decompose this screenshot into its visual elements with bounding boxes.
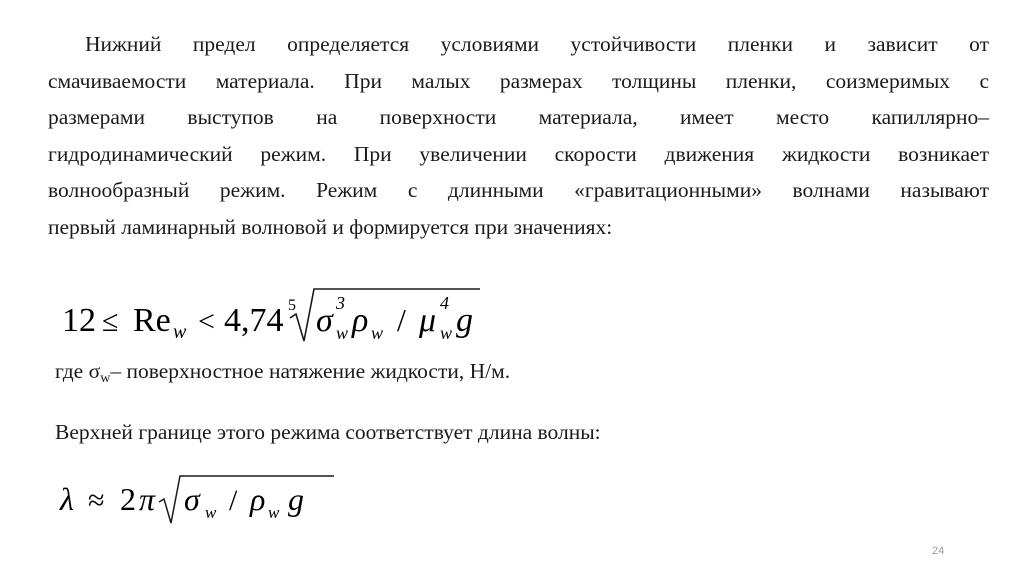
rho-symbol: ρ <box>352 302 369 339</box>
sigma-definition <box>55 359 510 387</box>
coefficient: 4,74 <box>224 302 284 339</box>
reynolds-formula-svg <box>62 283 502 347</box>
two-digit: 2 <box>120 481 136 517</box>
less-than-sign: < <box>198 305 215 338</box>
mu-subscript: w <box>440 323 453 343</box>
pi-symbol: π <box>139 481 156 517</box>
reynolds-subscript: w <box>173 321 187 343</box>
sigma-subscript: w <box>336 323 349 343</box>
root-index: 5 <box>288 297 296 314</box>
body-paragraph <box>48 26 989 246</box>
reynolds-formula <box>62 283 502 347</box>
wavelength-formula <box>56 468 356 528</box>
g-symbol: g <box>288 481 304 517</box>
rho-subscript: w <box>371 323 384 343</box>
g-symbol: g <box>456 302 473 339</box>
sigma-definition-subscript: w <box>100 371 111 386</box>
leq-sign: ≤ <box>102 305 119 338</box>
mu-symbol: μ <box>419 302 437 339</box>
rho-symbol: ρ <box>250 481 266 517</box>
paragraph-line: Нижний предел определяется условиями устойчивости пленки и зависит от <box>85 32 989 56</box>
rho-subscript: w <box>268 503 280 522</box>
page-number: 24 <box>932 545 945 557</box>
reynolds-symbol: Re <box>133 302 171 339</box>
sigma-definition-prefix: где σ <box>55 359 101 383</box>
approx-sign: ≈ <box>88 484 105 517</box>
division-slash: / <box>229 484 238 517</box>
wavelength-formula-svg <box>56 468 356 528</box>
lambda-symbol: λ <box>60 481 74 517</box>
paragraph-line: первый ламинарный волновой и формируется при значениях: <box>48 214 613 239</box>
mu-exponent: 4 <box>440 293 449 313</box>
sigma-subscript: w <box>205 503 217 522</box>
paragraph-line: гидродинамический режим. При увеличении скорости движения жидкости возникает <box>48 141 989 166</box>
paragraph-line: волнообразный режим. Режим с длинными «гравитационными» волнами называют <box>48 178 989 203</box>
division-slash: / <box>397 302 406 338</box>
paragraph-line: размерами выступов на поверхности материала, имеет место капиллярно– <box>48 105 989 130</box>
sigma-definition-text: – поверхностное натяжение жидкости, Н/м. <box>110 359 511 383</box>
paragraph-line: смачиваемости материала. При малых размерах толщины пленки, соизмеримых с <box>48 68 989 93</box>
formula-number: 12 <box>62 302 96 339</box>
sigma-symbol: σ <box>316 302 333 339</box>
sigma-symbol: σ <box>184 481 200 517</box>
upper-bound-text: Верхней границе этого режима соответствует длина волны: <box>55 420 601 444</box>
sigma-exponent: 3 <box>336 293 345 313</box>
